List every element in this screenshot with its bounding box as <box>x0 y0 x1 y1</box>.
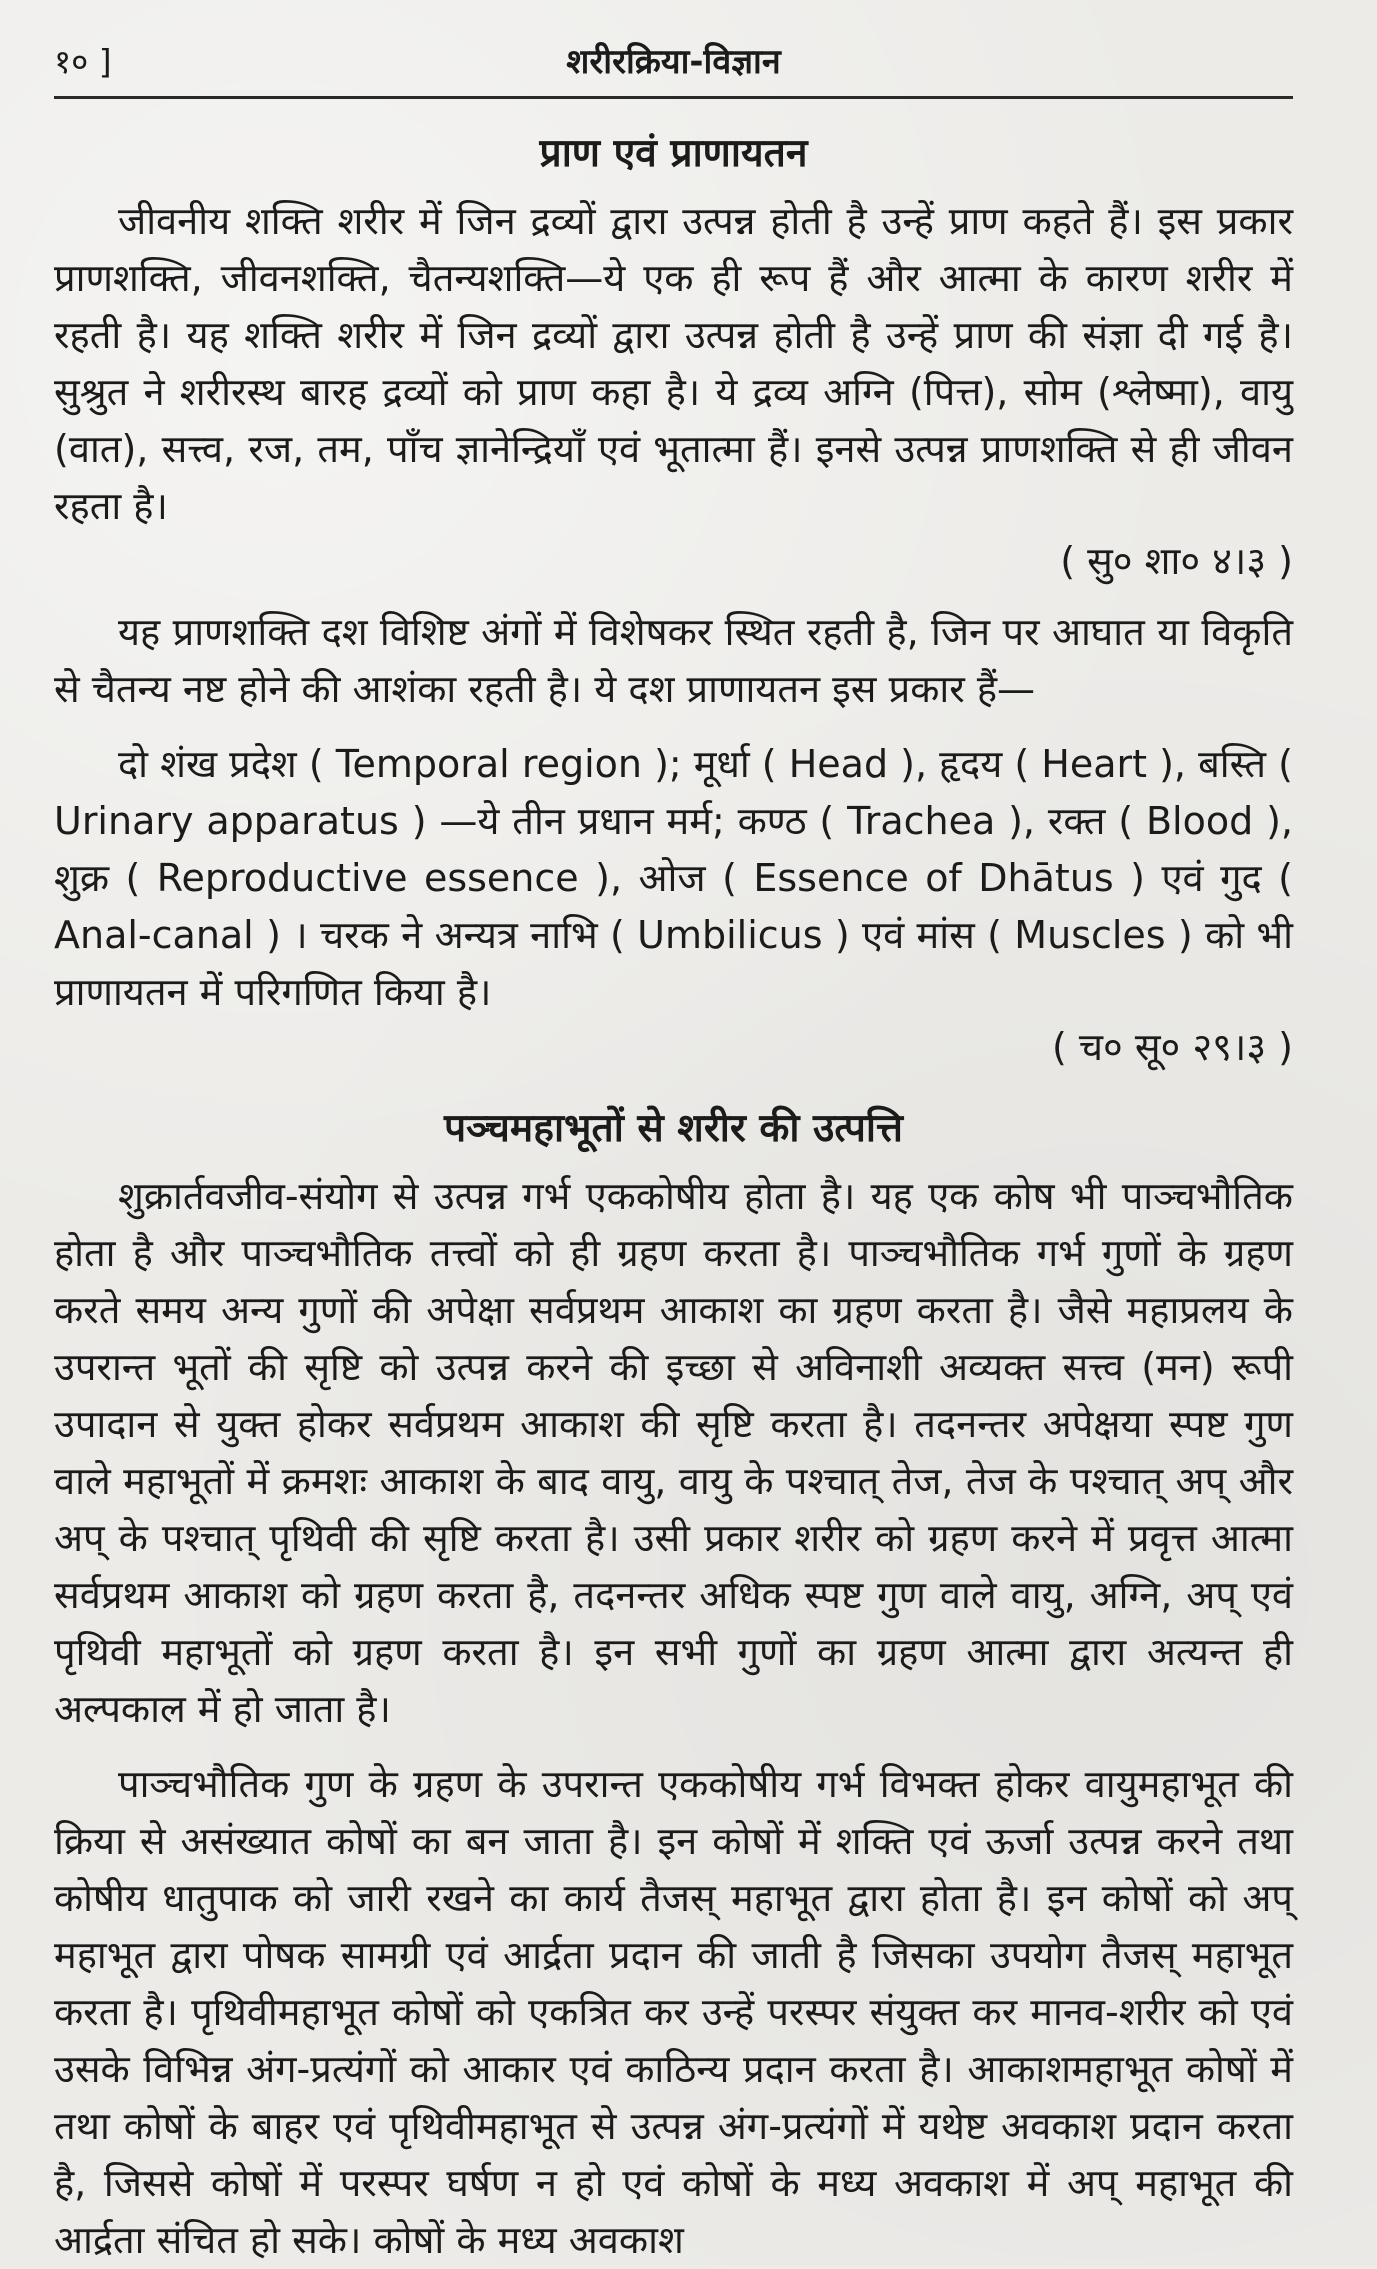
spacer <box>54 1158 1293 1168</box>
page-number: १० ] <box>54 42 112 81</box>
prana-paragraph-2: यह प्राणशक्ति दश विशिष्ट अंगों में विशेषकर स्थित रहती है, जिन पर आघात या विकृति से चैतन्य नष्ट होने की आशंका रहती है। ये दश प्राणायतन इस प्रकार हैं— <box>54 610 1293 711</box>
running-title: शरीरक्रिया-विज्ञान <box>566 42 781 82</box>
prana-paragraph-1: जीवनीय शक्ति शरीर में जिन द्रव्यों द्वारा उत्पन्न होती है उन्हें प्राण कहते हैं। इस प्रकार प्राणशक्ति, जीवनशक्ति, चैतन्यशक्ति—ये एक ही रूप हैं और आत्मा के कारण शरीर में रहती है। यह शक्ति शरीर में जिन द्रव्यों द्वारा उत्पन्न होती है उन्हें प्राण की संज्ञा दी गई है। सुश्रुत ने शरीरस्थ बारह द्रव्यों को प्राण कहा है। ये द्रव्य अग्नि (पित्त), सोम (श्लेष्मा), वायु (वात), सत्त्व, रज, तम, पाँच ज्ञानेन्द्रियाँ एवं भूतात्मा हैं। इनसे उत्पन्न प्राणशक्ति से ही जीवन रहता है। <box>54 199 1293 528</box>
reference-sushruta: ( सु० शा० ४।३ ) <box>1060 539 1293 583</box>
reference-charaka: ( च० सू० २९।३ ) <box>1052 1025 1293 1069</box>
section-gap <box>54 1076 1293 1100</box>
spacer <box>54 1738 1293 1756</box>
section-title-panchamahabhuta: पञ्चमहाभूतों से शरीर की उत्पत्ति <box>444 1106 903 1151</box>
prana-paragraph-3: दो शंख प्रदेश ( Temporal region ); मूर्धा ( Head ), हृदय ( Heart ), बस्ति ( Urinary apparatus ) —ये तीन प्रधान मर्म; कण्ठ ( Trachea ), रक्त ( Blood ), शुक्र ( Reproductive essence ), ओज ( Essence of Dhātus ) एवं गुद ( Anal-canal ) । चरक ने अन्यत्र नाभि ( Umbilicus ) एवं मांस ( Muscles ) को भी प्राणायतन में परिगणित किया है। <box>54 742 1293 1014</box>
panchamahabhuta-paragraph-1: शुक्रार्तवजीव-संयोग से उत्पन्न गर्भ एककोषीय होता है। यह एक कोष भी पाञ्चभौतिक होता है और पाञ्चभौतिक तत्त्वों को ही ग्रहण करता है। पाञ्चभौतिक गर्भ गुणों के ग्रहण करते समय अन्य गुणों की अपेक्षा सर्वप्रथम आकाश का ग्रहण करता है। जैसे महाप्रलय के उपरान्त भूतों की सृष्टि को उत्पन्न करने की इच्छा से अविनाशी अव्यक्त सत्त्व (मन) रूपी उपादान से युक्त होकर सर्वप्रथम आकाश की सृष्टि करता है। तदनन्तर अपेक्षया स्पष्ट गुण वाले महाभूतों में क्रमशः आकाश के बाद वायु, वायु के पश्चात् तेज, तेज के पश्चात् अप् और अप् के पश्चात् पृथिवी की सृष्टि करता है। उसी प्रकार शरीर को ग्रहण करने में प्रवृत्त आत्मा सर्वप्रथम आकाश को ग्रहण करता है, तदनन्तर अधिक स्पष्ट गुण वाले वायु, अग्नि, अप् एवं पृथिवी महाभूतों को ग्रहण करता है। इन सभी गुणों का ग्रहण आत्मा द्वारा अत्यन्त ही अल्पकाल में हो जाता है। <box>54 1174 1293 1731</box>
section-title-prana: प्राण एवं प्राणायतन <box>539 131 808 176</box>
running-header <box>54 42 1293 99</box>
spacer <box>54 590 1293 604</box>
section-panchamahabhuta <box>54 1100 1293 2269</box>
spacer <box>54 718 1293 736</box>
section-prana <box>54 125 1293 1076</box>
spacer <box>54 183 1293 193</box>
panchamahabhuta-paragraph-2: पाञ्चभौतिक गुण के ग्रहण के उपरान्त एककोषीय गर्भ विभक्त होकर वायुमहाभूत की क्रिया से असंख्यात कोषों का बन जाता है। इन कोषों में शक्ति एवं ऊर्जा उत्पन्न करने तथा कोषीय धातुपाक को जारी रखने का कार्य तैजस् महाभूत द्वारा होता है। इन कोषों को अप् महाभूत द्वारा पोषक सामग्री एवं आर्द्रता प्रदान की जाती है जिसका उपयोग तैजस् महाभूत करता है। पृथिवीमहाभूत कोषों को एकत्रित कर उन्हें परस्पर संयुक्त कर मानव-शरीर को एवं उसके विभिन्न अंग-प्रत्यंगों को आकार एवं काठिन्य प्रदान करता है। आकाशमहाभूत कोषों में तथा कोषों के बाहर एवं पृथिवीमहाभूत से उत्पन्न अंग-प्रत्यंगों में यथेष्ट अवकाश प्रदान करता है, जिससे कोषों में परस्पर घर्षण न हो एवं कोषों के मध्य अवकाश में अप् महाभूत की आर्द्रता संचित हो सके। कोषों के मध्य अवकाश <box>54 1762 1293 2262</box>
